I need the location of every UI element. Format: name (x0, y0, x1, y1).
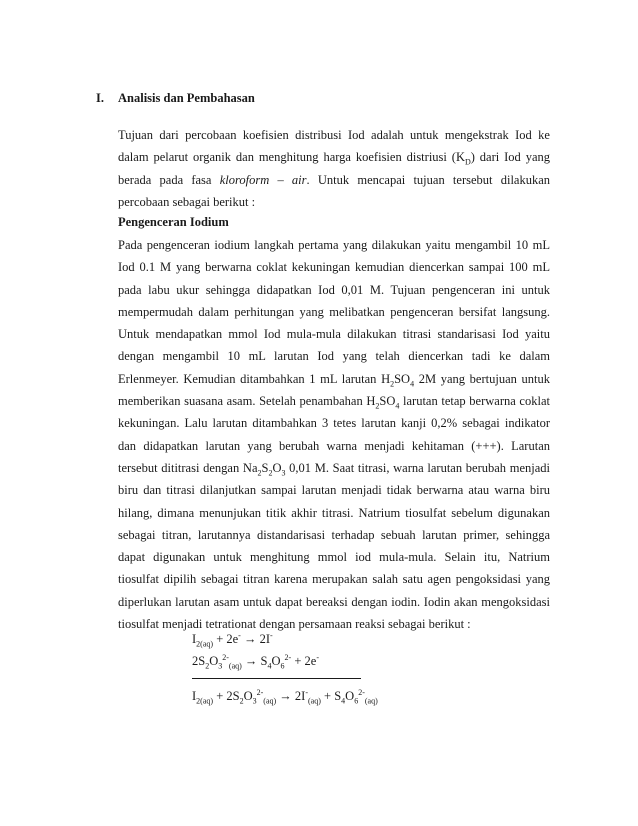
paragraph-line: Pada pengenceran iodium langkah pertama yang dilakukan yaitu mengambil 10 mL (118, 238, 550, 252)
paragraph-line: dapat digunakan untuk menghitung mmol iod mula-mula. Selain itu, Natrium (118, 550, 550, 565)
paragraph-line: Erlenmeyer. Kemudian ditambahkan 1 mL larutan $H_2SO_4$ 2M yang bertujuan untuk (118, 371, 550, 389)
paragraph-line: dan didapatkan larutan yang berubah warna menjadi kehitaman (+++). Larutan (118, 438, 550, 453)
paragraph-line: hilang, dimana menunjukan titik akhir titrasi. Natrium tiosulfat sebelum digunakan (118, 505, 550, 520)
paragraph-line: dengan mengambil 10 mL larutan Iod yang telah diencerkan tadi ke dalam (118, 349, 550, 364)
paragraph-line: sebagai titran, larutannya distandarisasi terhadap sebuah larutan primer, sehingga (118, 527, 550, 542)
half-reaction-thiosulfate: $2S_2O_3^{2-}_{(aq)} \to S_4O_6^{2-} + 2e^-$ (192, 652, 319, 671)
body-paragraph (118, 234, 550, 635)
section-number: I. (96, 91, 104, 105)
paragraph-line: tersebut dititrasi dengan $Na_2S_2O_3$ 0,01 M. Saat titrasi, warna larutan berubah menjadi (118, 460, 550, 478)
equation-sum-line (192, 678, 361, 679)
intro-paragraph (118, 124, 550, 213)
intro-line: dalam pelarut organik dan menghitung harga koefisien distriusi $(K_D)$ dari Iod yang (118, 150, 550, 167)
paragraph-line: pada labu ukur sehingga didapatkan Iod 0,01 M. Tujuan pengenceran ini untuk (118, 282, 550, 297)
overall-reaction: $I_{2(aq)} + 2S_2O_3^{2-}_{(aq)} \to 2I^-_{(aq)} + S_4O_6^{2-}_{(aq)}$ (192, 687, 378, 706)
section-heading (96, 91, 255, 106)
paragraph-line: kekuningan. Lalu larutan ditambahkan 3 tetes larutan kanji 0,2% sebagai indikator (118, 416, 550, 431)
intro-line: berada pada fasa kloroform – air. Untuk mencapai tujuan tersebut dilakukan (118, 172, 550, 187)
paragraph-line: Untuk mendapatkan mmol Iod mula-mula dilakukan titrasi standarisasi Iod yaitu (118, 327, 550, 342)
paragraph-line: memberikan suasana asam. Setelah penambahan $H_2SO_4$ larutan tetap berwarna coklat (118, 394, 550, 411)
subsection-title: Pengenceran Iodium (118, 215, 229, 229)
paragraph-line: mempermudah dalam perhitungan yang melibatkan pengenceran bersifat langsung. (118, 304, 550, 319)
paragraph-line: biru dan titrasi dilanjutkan sampai larutan menjadi tidak berwarna atau warna biru (118, 483, 550, 498)
reaction-equations (192, 628, 378, 707)
paragraph-line: Iod 0.1 M yang berwarna coklat kekuningan kemudian diencerkan sampai 100 mL (118, 260, 550, 275)
paragraph-line: tiosulfat dipilih sebagai titran karena merupakan salah satu agen pengoksidasi yang (118, 572, 550, 587)
section-title: Analisis dan Pembahasan (118, 91, 255, 105)
intro-line: percobaan sebagai berikut : (118, 194, 256, 209)
intro-line: Tujuan dari percobaan koefisien distribusi Iod adalah untuk mengekstrak Iod ke (118, 128, 550, 142)
paragraph-line: tiosulfat menjadi tetrationat dengan persamaan reaksi sebagai berikut : (118, 617, 471, 632)
half-reaction-iodine: $I_{2(aq)} + 2e^- \to 2I^-$ (192, 630, 273, 649)
paragraph-line: diperlukan larutan asam untuk dapat bereaksi dengan iodin. Iodin akan mengoksidasi (118, 594, 550, 609)
